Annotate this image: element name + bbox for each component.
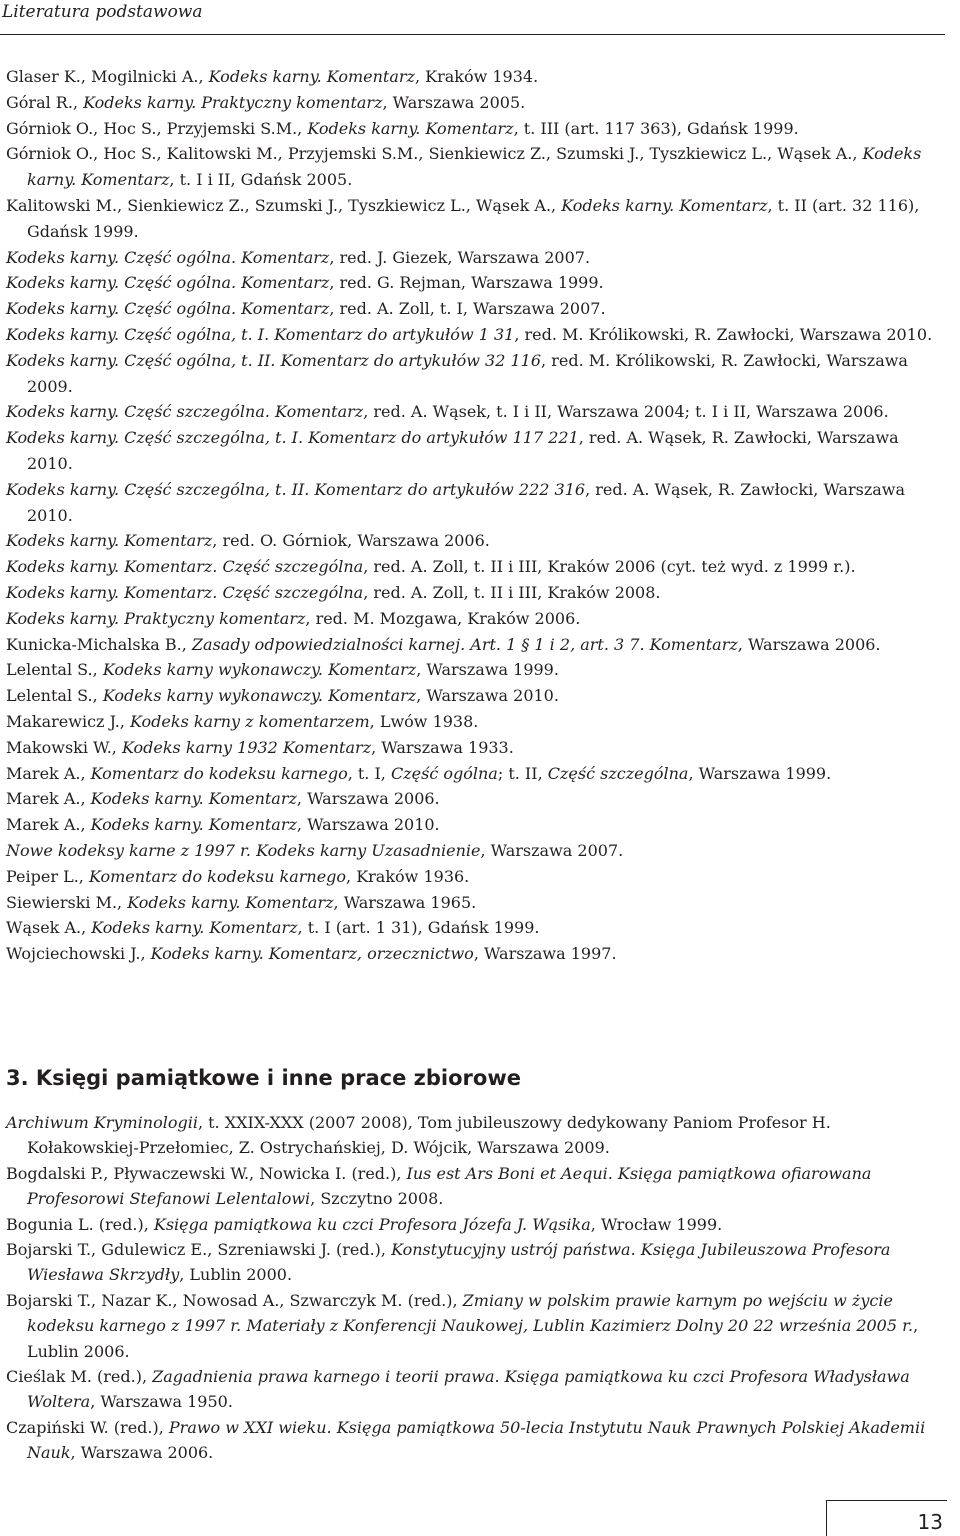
reference-title: Kodeks karny. Część ogólna. Komentarz xyxy=(6,273,330,293)
reference-title: Zasady odpowiedzialności karnej. Art. 1 § 1 i 2, art. 3 7. Komentarz xyxy=(191,634,738,654)
reference-title: Prawo w XXI wieku. Księga pamiątkowa 50-lecia Instytutu Nauk Prawnych Polskiej Akademii Nauk xyxy=(27,1417,926,1463)
reference-text: Glaser K., Mogilnicki A., xyxy=(6,67,209,86)
reference-entry xyxy=(6,116,943,142)
reference-entry xyxy=(6,761,943,787)
reference-title: Kodeks karny z komentarzem xyxy=(130,711,370,731)
reference-title: Kodeks karny. Komentarz, orzecznictwo xyxy=(150,944,474,964)
reference-text: , red. M. Mozgawa, Kraków 2006. xyxy=(305,608,581,628)
reference-text: ; t. II, xyxy=(497,763,548,783)
reference-title: Kodeks karny. Część szczególna, t. I. Komentarz do artykułów 117 221 xyxy=(6,428,579,448)
reference-title: Kodeks karny. Część ogólna. Komentarz xyxy=(6,299,330,319)
reference-text: , Warszawa 1965. xyxy=(333,892,477,912)
reference-entry xyxy=(6,580,943,606)
reference-text: , Warszawa 2006. xyxy=(737,634,881,654)
reference-title: Nowe kodeksy karne z 1997 r. Kodeks karny Uzasadnienie xyxy=(6,840,481,860)
reference-text: , Lublin 2000. xyxy=(179,1265,293,1285)
reference-entry xyxy=(6,683,943,709)
reference-entry xyxy=(6,245,943,271)
reference-title: Komentarz do kodeksu karnego xyxy=(88,866,347,886)
reference-text: Lelental S., xyxy=(6,660,103,680)
reference-title: Kodeks karny. Część ogólna, t. II. Komentarz do artykułów 32 116 xyxy=(6,350,542,370)
reference-entry xyxy=(6,90,943,116)
reference-text: Makowski W., xyxy=(6,737,122,757)
reference-text: , Lwów 1938. xyxy=(369,711,479,731)
reference-text: Wojciechowski J., xyxy=(6,944,151,964)
reference-text: , Lublin 2006. xyxy=(27,1316,919,1361)
reference-entry xyxy=(6,709,943,735)
reference-text: , Warszawa 1997. xyxy=(473,944,617,964)
reference-text: Kunicka-Michalska B., xyxy=(6,634,192,654)
reference-text: Lelental S., xyxy=(6,686,103,706)
reference-text: Górniok O., Hoc S., Przyjemski S.M., xyxy=(6,118,308,138)
reference-text: , t. III (art. 117 363), Gdańsk 1999. xyxy=(513,118,799,138)
reference-text: , red. A. Wąsek, t. I i II, Warszawa 2004; t. I i II, Warszawa 2006. xyxy=(363,402,889,422)
reference-title: Archiwum Kryminologii xyxy=(6,1113,198,1132)
reference-title: Kodeks karny. Praktyczny komentarz xyxy=(83,92,383,112)
reference-entry xyxy=(6,64,943,90)
reference-text: Wąsek A., xyxy=(6,918,92,938)
reference-text: , Warszawa 2007. xyxy=(480,840,624,860)
reference-title: Część ogólna xyxy=(390,763,498,783)
running-header-title: Literatura podstawowa xyxy=(2,2,203,22)
reference-title: Konstytucyjny ustrój państwa. Księga Jubileuszowa Profesora Wiesława Skrzydły xyxy=(27,1240,891,1285)
reference-entry xyxy=(6,812,943,838)
reference-text: , Warszawa 2006. xyxy=(296,789,440,809)
reference-entry xyxy=(6,270,943,296)
reference-entry xyxy=(6,915,943,941)
reference-text: , Warszawa 1933. xyxy=(371,737,514,757)
reference-title: Kodeks karny. Praktyczny komentarz xyxy=(6,608,306,628)
reference-text: Siewierski M., xyxy=(6,892,128,912)
reference-entry xyxy=(6,890,943,916)
reference-text: , Szczytno 2008. xyxy=(310,1189,444,1209)
reference-entry xyxy=(6,786,943,812)
collection-entry xyxy=(6,1415,943,1466)
reference-entry xyxy=(6,425,943,477)
reference-text: Marek A., xyxy=(6,763,91,783)
reference-text: , red. A. Zoll, t. II i III, Kraków 2008. xyxy=(363,582,661,602)
collection-entry xyxy=(6,1288,943,1364)
reference-text: , Wrocław 1999. xyxy=(590,1214,723,1234)
collection-entry xyxy=(6,1161,943,1212)
reference-text: Marek A., xyxy=(6,815,91,835)
reference-title: Zagadnienia prawa karnego i teorii prawa. Księga pamiątkowa ku czci Profesora Władysława Woltera xyxy=(27,1367,910,1412)
reference-entry xyxy=(6,348,943,400)
reference-text: , red. M. Królikowski, R. Zawłocki, Warszawa 2010. xyxy=(514,324,933,344)
reference-title: Kodeks karny. Komentarz xyxy=(307,118,514,138)
section-heading: 3. Księgi pamiątkowe i inne prace zbiorowe xyxy=(6,1066,521,1090)
reference-text: , t. II (art. 32 116), Gdańsk 1999. xyxy=(27,195,920,241)
reference-text: Czapiński W. (red.), xyxy=(6,1417,169,1437)
reference-text: Bojarski T., Nazar K., Nowosad A., Szwarczyk M. (red.), xyxy=(6,1290,463,1310)
reference-title: Część szczególna xyxy=(547,763,689,783)
reference-title: Kodeks karny. Komentarz xyxy=(127,892,334,912)
reference-title: Kodeks karny. Komentarz xyxy=(27,144,922,190)
reference-text: , Warszawa 1999. xyxy=(688,763,832,783)
reference-entry xyxy=(6,554,943,580)
reference-text: , red. J. Giezek, Warszawa 2007. xyxy=(329,247,591,267)
reference-title: Kodeks karny 1932 Komentarz xyxy=(121,737,372,757)
reference-text: Cieślak M. (red.), xyxy=(6,1367,153,1387)
reference-title: Zmiany w polskim prawie karnym po wejściu w życie kodeksu karnego z 1997 r. Materiały z Konferencji Naukowej, Lublin Kazimierz Dolny 20 22 września 2005 r. xyxy=(27,1290,914,1336)
reference-text: , red. A. Zoll, t. II i III, Kraków 2006 (cyt. też wyd. z 1999 r.). xyxy=(363,557,856,577)
collection-entry xyxy=(6,1212,943,1237)
reference-title: Kodeks karny. Komentarz xyxy=(208,67,415,86)
reference-text: Peiper L., xyxy=(6,866,89,886)
reference-title: Komentarz do kodeksu karnego xyxy=(90,763,348,783)
reference-title: Kodeks karny. Komentarz xyxy=(90,815,297,835)
reference-title: Ius est Ars Boni et Aequi. Księga pamiątkowa ofiarowana Profesorowi Stefanowi Lelentalowi xyxy=(27,1163,872,1209)
reference-title: Kodeks karny wykonawczy. Komentarz xyxy=(102,686,417,706)
reference-text: Makarewicz J., xyxy=(6,711,130,731)
reference-text: Bogdalski P., Pływaczewski W., Nowicka I. (red.), xyxy=(6,1163,407,1183)
reference-title: Kodeks karny. Komentarz. Część szczególna xyxy=(6,582,364,602)
reference-text: , red. A. Zoll, t. I, Warszawa 2007. xyxy=(329,299,606,319)
reference-title: Księga pamiątkowa ku czci Profesora Józefa J. Wąsika xyxy=(153,1214,591,1234)
reference-text: , Warszawa 1950. xyxy=(90,1392,233,1412)
reference-text: , Warszawa 2006. xyxy=(70,1443,214,1463)
reference-text: Bogunia L. (red.), xyxy=(6,1214,154,1234)
reference-entry xyxy=(6,941,943,967)
reference-entry xyxy=(6,193,943,245)
reference-entry xyxy=(6,657,943,683)
reference-list-primary xyxy=(6,64,943,967)
reference-title: Kodeks karny. Komentarz xyxy=(90,789,297,809)
reference-entry xyxy=(6,528,943,554)
reference-title: Kodeks karny. Komentarz xyxy=(561,195,768,215)
reference-text: , t. XXIX-XXX (2007 2008), Tom jubileuszowy dedykowany Paniom Profesor H. Kołakowskiej-Przełomiec, Z. Ostrychańskiej, D. Wójcik, Warszawa 2009. xyxy=(27,1113,831,1158)
reference-title: Kodeks karny wykonawczy. Komentarz xyxy=(102,660,417,680)
reference-text: Bojarski T., Gdulewicz E., Szreniawski J. (red.), xyxy=(6,1240,392,1260)
reference-text: , t. I (art. 1 31), Gdańsk 1999. xyxy=(297,918,540,938)
reference-text: , red. A. Wąsek, R. Zawłocki, Warszawa 2010. xyxy=(27,479,906,525)
collection-entry xyxy=(6,1237,943,1288)
reference-title: Kodeks karny. Komentarz. Część szczególna xyxy=(6,557,364,577)
running-header xyxy=(0,0,945,35)
reference-text: , red. G. Rejman, Warszawa 1999. xyxy=(329,273,604,293)
reference-entry xyxy=(6,322,943,348)
reference-title: Kodeks karny. Komentarz xyxy=(91,918,298,938)
reference-text: , red. A. Wąsek, R. Zawłocki, Warszawa 2010. xyxy=(27,428,899,473)
reference-list-collections xyxy=(6,1110,943,1466)
reference-title: Kodeks karny. Komentarz xyxy=(6,531,213,551)
collection-entry xyxy=(6,1110,943,1161)
reference-title: Kodeks karny. Część ogólna, t. I. Komentarz do artykułów 1 31 xyxy=(6,324,515,344)
reference-entry xyxy=(6,606,943,632)
reference-title: Kodeks karny. Część szczególna, t. II. Komentarz do artykułów 222 316 xyxy=(6,479,586,499)
reference-text: Marek A., xyxy=(6,789,91,809)
reference-title: Kodeks karny. Część szczególna. Komentarz xyxy=(6,402,364,422)
reference-text: , t. I i II, Gdańsk 2005. xyxy=(169,170,353,190)
reference-text: , red. O. Górniok, Warszawa 2006. xyxy=(212,531,490,551)
reference-text: , Kraków 1934. xyxy=(414,67,539,86)
reference-text: , t. I, xyxy=(347,763,391,783)
reference-entry xyxy=(6,296,943,322)
reference-entry xyxy=(6,141,943,193)
reference-entry xyxy=(6,399,943,425)
reference-text: , red. M. Królikowski, R. Zawłocki, Warszawa 2009. xyxy=(27,350,908,396)
reference-title: Kodeks karny. Część ogólna. Komentarz xyxy=(6,247,330,267)
reference-text: Kalitowski M., Sienkiewicz Z., Szumski J., Tyszkiewicz L., Wąsek A., xyxy=(6,195,562,215)
reference-text: , Warszawa 2010. xyxy=(296,815,440,835)
reference-text: Góral R., xyxy=(6,92,84,112)
reference-entry xyxy=(6,838,943,864)
reference-entry xyxy=(6,632,943,658)
reference-text: Górniok O., Hoc S., Kalitowski M., Przyjemski S.M., Sienkiewicz Z., Szumski J., Tyszkiewicz L., Wąsek A., xyxy=(6,144,863,164)
reference-entry xyxy=(6,864,943,890)
page-number-box xyxy=(826,1500,947,1536)
reference-text: , Warszawa 2010. xyxy=(416,686,559,706)
reference-text: , Warszawa 1999. xyxy=(416,660,559,680)
reference-text: , Kraków 1936. xyxy=(346,866,470,886)
reference-entry xyxy=(6,735,943,761)
page-number: 13 xyxy=(917,1510,943,1534)
reference-text: , Warszawa 2005. xyxy=(382,92,526,112)
collection-entry xyxy=(6,1364,943,1415)
reference-entry xyxy=(6,477,943,529)
